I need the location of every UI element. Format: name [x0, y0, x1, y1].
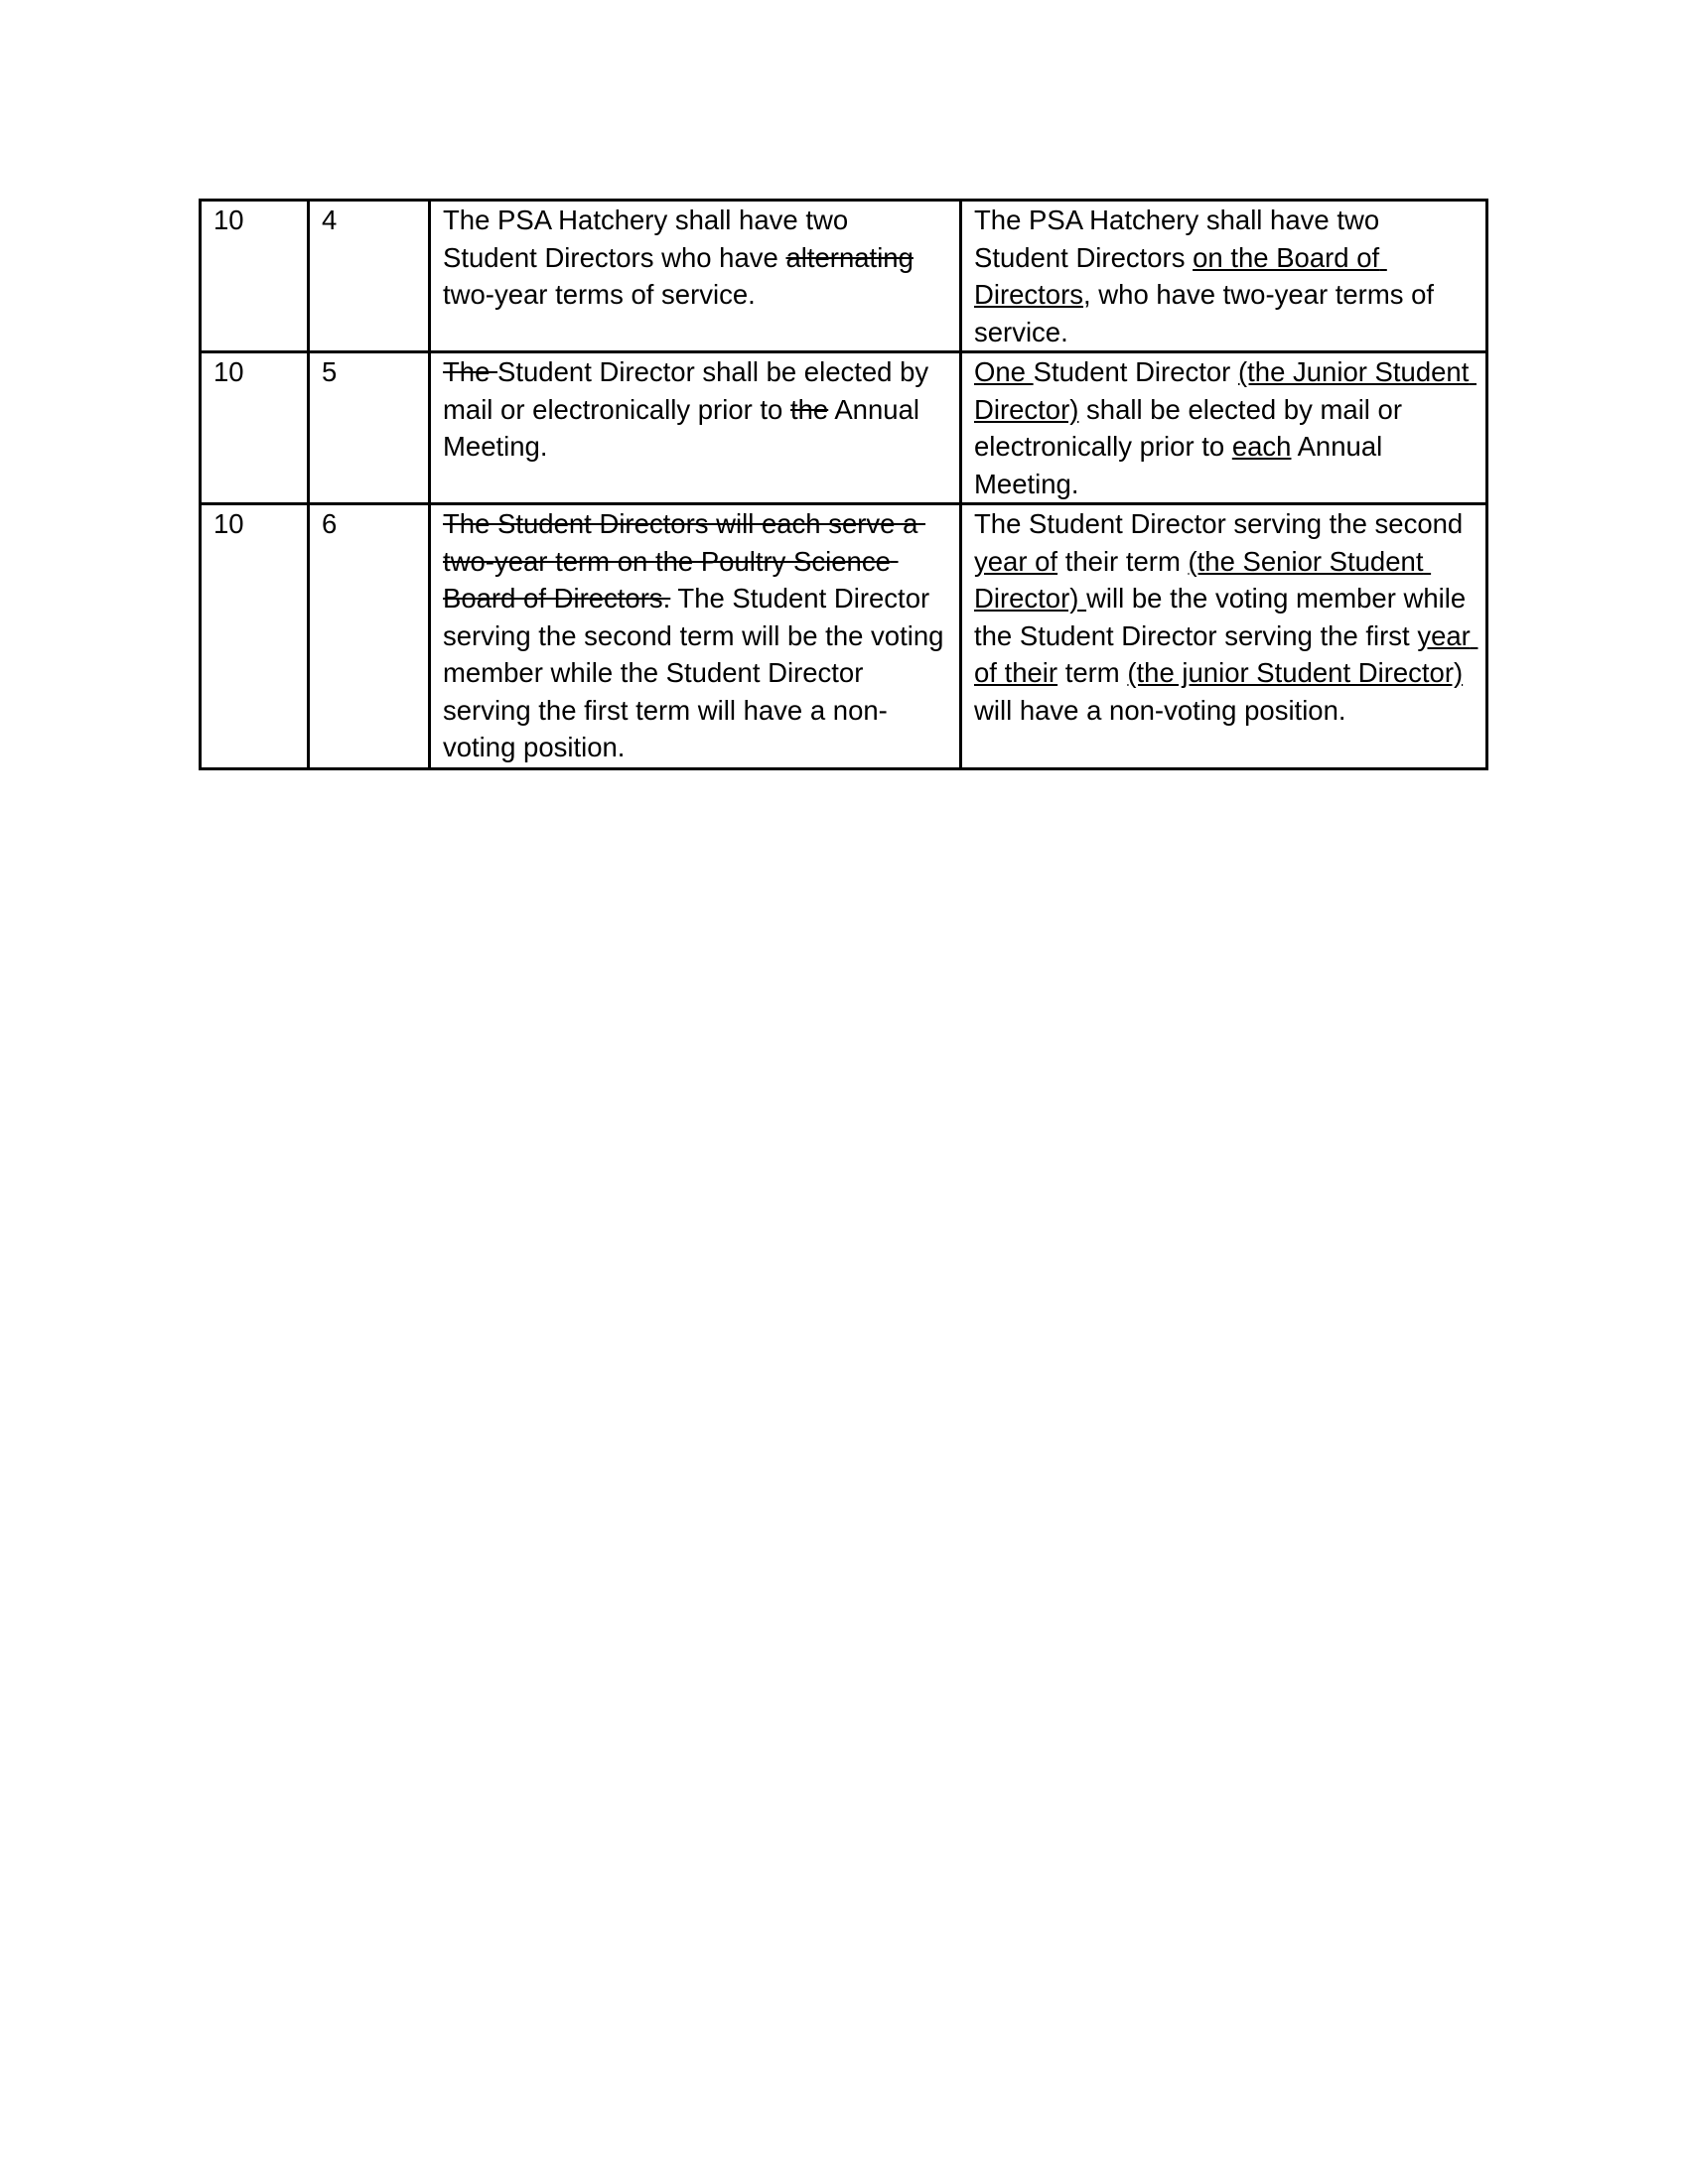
body-text: will be the voting member while the Student Director serving the first	[974, 583, 1474, 651]
body-text: two-year terms of service.	[443, 241, 921, 310]
body-text: shall be elected by mail or electronically prior to	[974, 393, 1410, 462]
body-text: term	[1057, 657, 1128, 688]
body-text: Annual Meeting.	[974, 431, 1390, 499]
table-row	[201, 201, 1487, 352]
article-number-cell: 10	[201, 352, 309, 504]
deleted-text: the	[789, 393, 829, 425]
body-text: Annual Meeting.	[443, 393, 927, 462]
body-text: The Student Director serving the second term will be the voting member while the Student Director serving the first term will have a non-voting position.	[443, 583, 952, 762]
bylaw-amendment-table	[199, 199, 1488, 770]
proposed-text-cell	[961, 201, 1487, 352]
body-text: The PSA Hatchery shall have two Student Directors who have	[443, 205, 856, 273]
section-number-cell: 6	[309, 504, 430, 769]
section-number-cell: 4	[309, 201, 430, 352]
proposed-text-cell	[961, 504, 1487, 769]
inserted-text: (the Junior Student Director)	[974, 356, 1477, 425]
table-row	[201, 504, 1487, 769]
inserted-text: (the junior Student Director)	[1127, 657, 1464, 688]
body-text: their term	[1057, 545, 1189, 577]
inserted-text: year of their	[974, 619, 1478, 688]
proposed-text-cell	[961, 352, 1487, 504]
section-number-cell: 5	[309, 352, 430, 504]
inserted-text: One	[974, 356, 1034, 387]
current-text-cell	[430, 201, 961, 352]
inserted-text: on the Board of Directors	[974, 241, 1387, 310]
body-text: Student Director	[1033, 356, 1238, 387]
body-text: The PSA Hatchery shall have two Student Directors	[974, 205, 1387, 273]
article-number-cell: 10	[201, 201, 309, 352]
deleted-text: The Student Directors will each serve a two-year term on the Poultry Science Board of Directors.	[443, 508, 926, 614]
inserted-text: each	[1231, 431, 1292, 462]
body-text: , who have two-year terms of service.	[974, 279, 1442, 347]
inserted-text: (the Senior Student Director)	[974, 545, 1432, 614]
body-text: will have a non-voting position.	[974, 657, 1471, 726]
current-text-cell	[430, 504, 961, 769]
current-text-cell	[430, 352, 961, 504]
body-text: The Student Director serving the second	[974, 508, 1471, 539]
deleted-text: alternating	[785, 241, 914, 273]
inserted-text: year of	[974, 545, 1058, 577]
body-text: Student Director shall be elected by mail or electronically prior to	[443, 356, 936, 425]
table-row	[201, 352, 1487, 504]
deleted-text: The	[443, 356, 498, 387]
article-number-cell: 10	[201, 504, 309, 769]
